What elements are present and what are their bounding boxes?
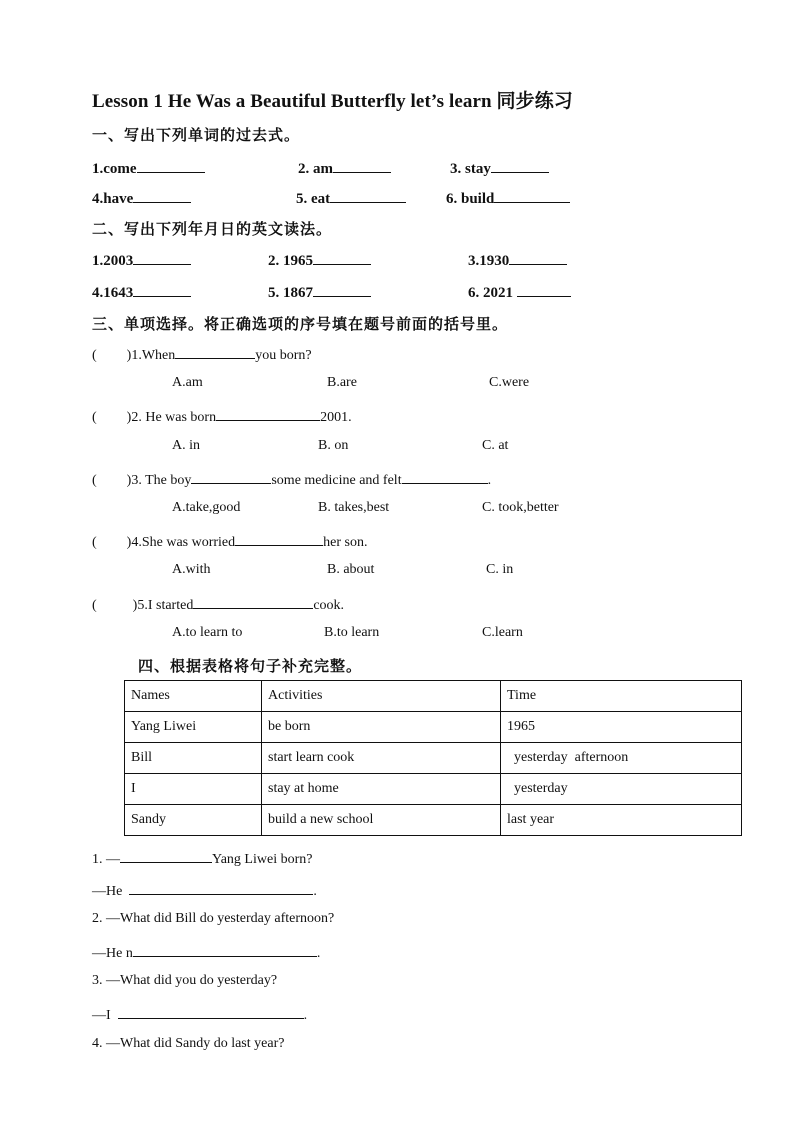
s2-item-6: 6. 2021 xyxy=(468,282,571,302)
answer-paren[interactable]: ( xyxy=(92,535,97,550)
table-cell: yesterday xyxy=(501,774,742,805)
table-row xyxy=(125,774,742,805)
s2-item-3: 3.1930 xyxy=(468,250,567,270)
answer-blank[interactable] xyxy=(333,158,391,173)
s1-item-6: 6. build xyxy=(446,188,570,208)
fill-q2: 2. —What did Bill do yesterday afternoon? xyxy=(92,911,335,926)
answer-blank[interactable] xyxy=(216,406,320,421)
q2-option-c: C. at xyxy=(482,438,509,453)
section-2-heading: 二、写出下列年月日的英文读法。 xyxy=(92,222,333,238)
s1-item-2: 2. am xyxy=(298,158,391,178)
q4-option-c: C. in xyxy=(486,562,514,577)
table-header-cell: Time xyxy=(501,681,742,712)
q3-option-b: B. takes,best xyxy=(318,500,390,515)
answer-blank[interactable] xyxy=(133,282,191,297)
q2-option-a: A. in xyxy=(172,438,200,453)
answer-blank[interactable] xyxy=(517,282,571,297)
table-cell: build a new school xyxy=(262,805,501,836)
question-2: ( )2. He was born 2001. xyxy=(92,406,352,426)
question-1: ( )1.When you born? xyxy=(92,344,312,364)
q5-option-b: B.to learn xyxy=(324,625,380,640)
answer-paren[interactable]: ( xyxy=(92,348,97,363)
q5-option-a: A.to learn to xyxy=(172,625,243,640)
section-4-heading: 四、根据表格将句子补充完整。 xyxy=(138,659,363,675)
table-row xyxy=(125,712,742,743)
s1-item-5: 5. eat xyxy=(296,188,406,208)
table-cell: yesterday afternoon xyxy=(501,743,742,774)
answer-blank[interactable] xyxy=(175,344,255,359)
fill-q1: 1. — Yang Liwei born? xyxy=(92,848,312,868)
table-header-row xyxy=(125,681,742,712)
question-3: ( )3. The boy some medicine and felt . xyxy=(92,469,491,489)
answer-blank[interactable] xyxy=(330,188,406,203)
answer-blank[interactable] xyxy=(402,469,488,484)
q3-option-c: C. took,better xyxy=(482,500,559,515)
answer-blank[interactable] xyxy=(193,594,313,609)
answer-blank[interactable] xyxy=(129,880,313,895)
answer-blank[interactable] xyxy=(120,848,212,863)
table-row xyxy=(125,805,742,836)
question-4: ( )4.She was worried her son. xyxy=(92,531,367,551)
table-row xyxy=(125,743,742,774)
answer-blank[interactable] xyxy=(137,158,205,173)
table-cell: 1965 xyxy=(501,712,742,743)
table-cell: be born xyxy=(262,712,501,743)
answer-blank[interactable] xyxy=(313,250,371,265)
q2-option-b: B. on xyxy=(318,438,349,453)
answer-blank[interactable] xyxy=(191,469,271,484)
table-cell: stay at home xyxy=(262,774,501,805)
fill-q3: 3. —What did you do yesterday? xyxy=(92,973,278,988)
table-cell: Sandy xyxy=(125,805,262,836)
s1-item-4: 4.have xyxy=(92,188,191,208)
s1-item-1: 1.come xyxy=(92,158,205,178)
table-cell: Yang Liwei xyxy=(125,712,262,743)
info-table xyxy=(124,680,742,836)
table-cell: I xyxy=(125,774,262,805)
section-1-heading: 一、写出下列单词的过去式。 xyxy=(92,128,301,144)
answer-blank[interactable] xyxy=(491,158,549,173)
answer-blank[interactable] xyxy=(313,282,371,297)
fill-q4: 4. —What did Sandy do last year? xyxy=(92,1036,285,1051)
answer-paren[interactable]: ( xyxy=(92,598,97,613)
answer-blank[interactable] xyxy=(133,942,317,957)
s2-item-5: 5. 1867 xyxy=(268,282,371,302)
s1-item-3: 3. stay xyxy=(450,158,549,178)
answer-blank[interactable] xyxy=(118,1004,304,1019)
page-title: Lesson 1 He Was a Beautiful Butterfly let’s learn 同步练习 xyxy=(92,91,573,112)
answer-blank[interactable] xyxy=(133,250,191,265)
q3-option-a: A.take,good xyxy=(172,500,241,515)
answer-paren[interactable]: ( xyxy=(92,410,97,425)
fill-a3: —I . xyxy=(92,1004,307,1024)
q1-option-c: C.were xyxy=(489,375,530,390)
q1-option-a: A.am xyxy=(172,375,203,390)
answer-blank[interactable] xyxy=(509,250,567,265)
s2-item-2: 2. 1965 xyxy=(268,250,371,270)
s2-item-1: 1.2003 xyxy=(92,250,191,270)
section-3-heading: 三、单项选择。将正确选项的序号填在题号前面的括号里。 xyxy=(92,317,509,333)
s2-item-4: 4.1643 xyxy=(92,282,191,302)
table-header-cell: Names xyxy=(125,681,262,712)
q4-option-b: B. about xyxy=(327,562,375,577)
table-cell: start learn cook xyxy=(262,743,501,774)
q1-option-b: B.are xyxy=(327,375,357,390)
table-cell: Bill xyxy=(125,743,262,774)
table-header-cell: Activities xyxy=(262,681,501,712)
answer-paren[interactable]: ( xyxy=(92,473,97,488)
answer-blank[interactable] xyxy=(133,188,191,203)
answer-blank[interactable] xyxy=(494,188,570,203)
q4-option-a: A.with xyxy=(172,562,211,577)
question-5: ( )5.I started cook. xyxy=(92,594,344,614)
table-cell: last year xyxy=(501,805,742,836)
fill-a1: —He . xyxy=(92,880,317,900)
answer-blank[interactable] xyxy=(235,531,323,546)
q5-option-c: C.learn xyxy=(482,625,523,640)
fill-a2: —He n . xyxy=(92,942,320,962)
